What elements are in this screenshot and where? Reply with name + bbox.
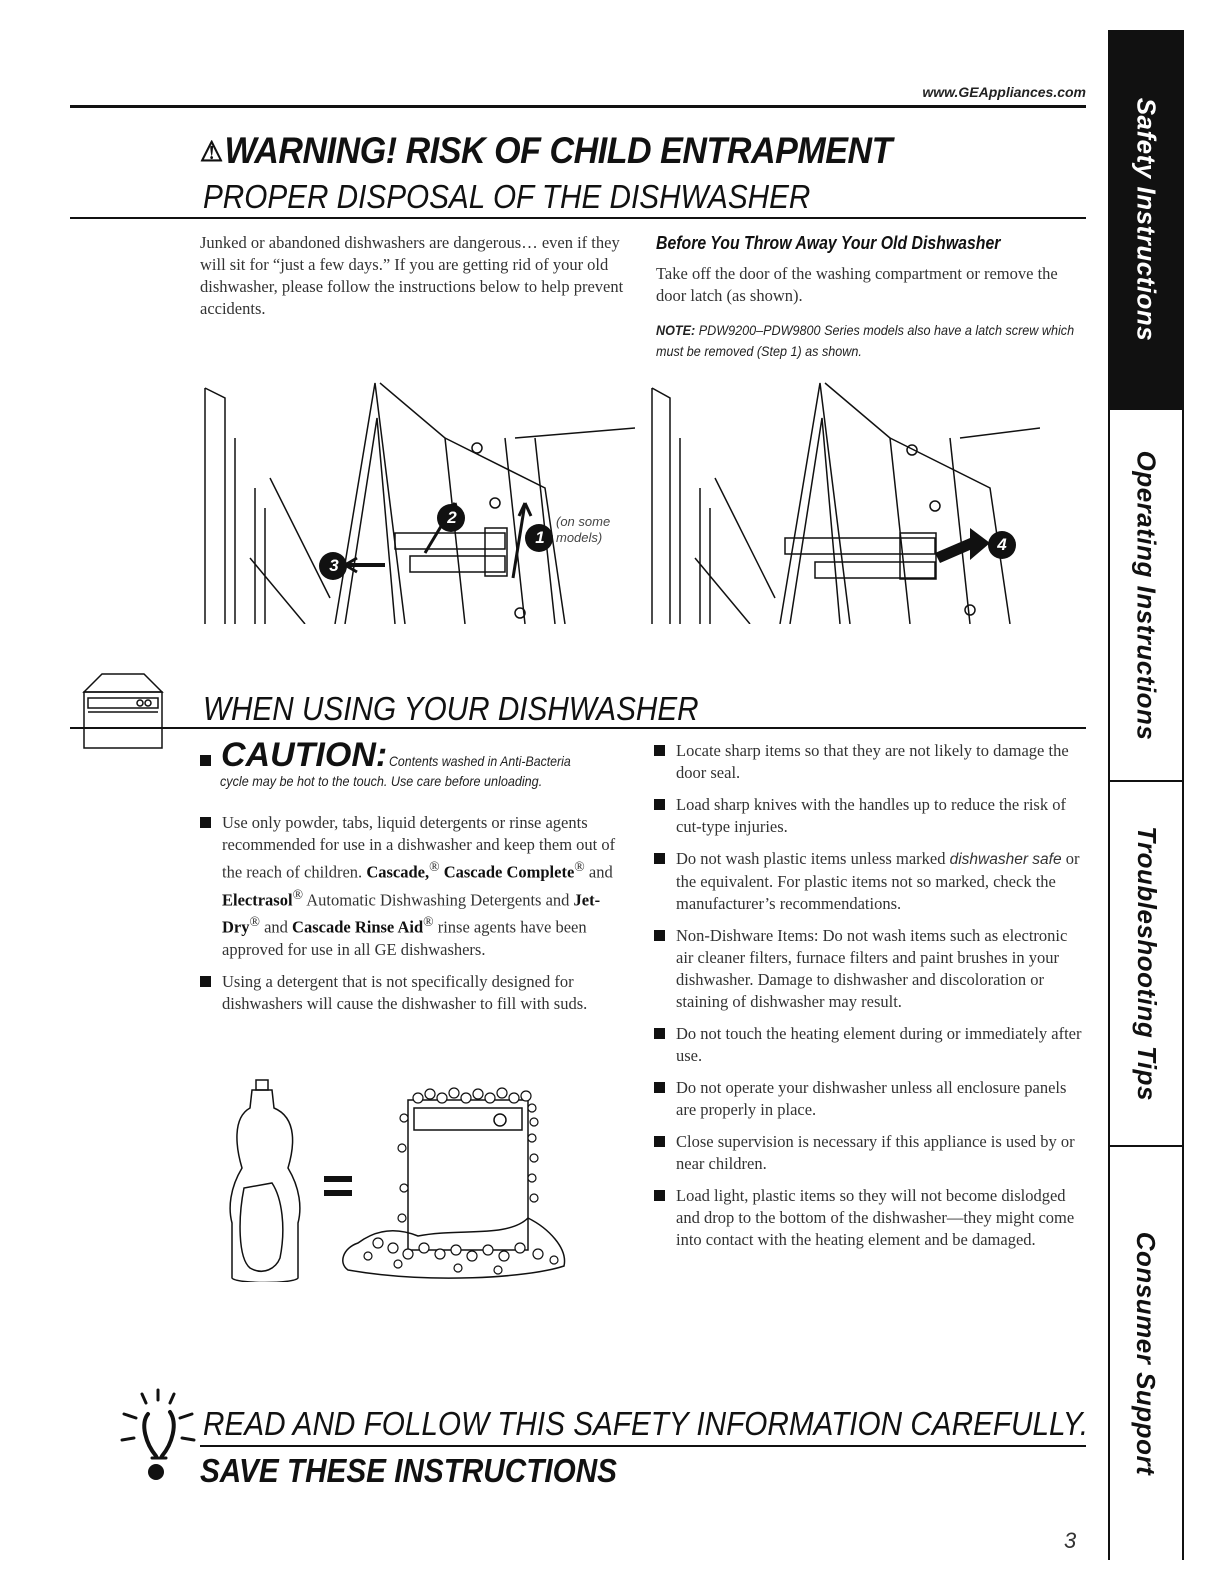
using-rule [70,727,1086,729]
caution-block [200,736,640,789]
caution-bullet [200,755,211,766]
using-title: WHEN USING YOUR DISHWASHER [203,690,699,727]
before-heading: Before You Throw Away Your Old Dishwasher [656,233,1001,253]
caution-text-1: Contents washed in Anti-Bacteria [389,753,571,769]
list-item: Non-Dishware Items: Do not wash items such as electronic air cleaner filters, furnace filters and paint brushes in your dishwasher. Damage to dishwasher and discoloration or staining of dishwasher may result. [654,925,1084,1013]
caution-label: CAUTION: [221,736,388,774]
latch-slide-illustration [640,378,1040,624]
step-4-marker: 4 [997,535,1007,554]
on-some-models-label: (on some models) [556,514,611,545]
dishwasher-icon [80,670,166,750]
disposal-intro: Junked or abandoned dishwashers are dangerous… even if they will sit for “just a few days.” If you are getting rid of your old dishwasher, please follow the instructions below to help prevent accidents. [200,233,624,318]
tab-consumer-support[interactable]: Consumer Support [1110,1147,1182,1560]
left-safety-list [200,812,630,1025]
latch-removal-illustration [195,378,635,624]
warning-triangle-icon: ⚠ [200,136,223,167]
before-text: Take off the door of the washing compartment or remove the door latch (as shown). [656,264,1058,305]
step-2-marker: 2 [447,508,457,527]
section-rule [70,217,1086,219]
list-item: Use only powder, tabs, liquid detergents or rinse agents recommended for use in a dishwasher and keep them out of the reach of children. Cascade,® Cascade Complete® and Electrasol® Automatic Dishwashing Detergents and Jet-Dry® and Cascade Rinse Aid® rinse agents have been approved for use in all GE dishwashers. [200,812,630,961]
tab-safety-instructions[interactable]: Safety Instructions [1110,30,1182,410]
footer-rule [200,1445,1086,1447]
tab-operating-instructions[interactable]: Operating Instructions [1110,410,1182,782]
step-3-marker: 3 [329,556,339,575]
page-number: 3 [1064,1528,1077,1553]
save-instructions-text: SAVE THESE INSTRUCTIONS [200,1452,617,1489]
list-item: Do not operate your dishwasher unless all enclosure panels are properly in place. [654,1077,1084,1121]
list-item: Close supervision is necessary if this appliance is used by or near children. [654,1131,1084,1175]
header-rule [70,105,1086,108]
model-note: NOTE: PDW9200–PDW9800 Series models also have a latch screw which must be removed (Step 1) as shown. [656,322,1075,359]
tab-troubleshooting-tips[interactable]: Troubleshooting Tips [1110,782,1182,1147]
lightbulb-icon [118,1388,198,1484]
list-item: Load sharp knives with the handles up to reduce the risk of cut-type injuries. [654,794,1084,838]
step-1-marker: 1 [535,528,545,547]
suds-illustration [228,1078,578,1282]
list-item: Do not touch the heating element during or immediately after use. [654,1023,1084,1067]
list-item: Using a detergent that is not specifically designed for dishwashers will cause the dishwasher to fill with suds. [200,971,630,1015]
website-url: www.GEAppliances.com [922,84,1086,100]
warning-title: ⚠WARNING! RISK OF CHILD ENTRAPMENT [200,130,892,171]
list-item: Do not wash plastic items unless marked dishwasher safe or the equivalent. For plastic items not so marked, check the manufacturer’s recommendations. [654,848,1084,915]
list-item: Locate sharp items so that they are not likely to damage the door seal. [654,740,1084,784]
list-item: Load light, plastic items so they will not become dislodged and drop to the bottom of the dishwasher—they might come into contact with the heating element and be damaged. [654,1185,1084,1251]
read-follow-text: READ AND FOLLOW THIS SAFETY INFORMATION CAREFULLY. [203,1405,1089,1442]
section-tabs [1108,30,1184,1560]
right-safety-list [654,740,1084,1261]
caution-text-2: cycle may be hot to the touch. Use care before unloading. [220,773,543,789]
disposal-subtitle: PROPER DISPOSAL OF THE DISHWASHER [203,178,811,215]
